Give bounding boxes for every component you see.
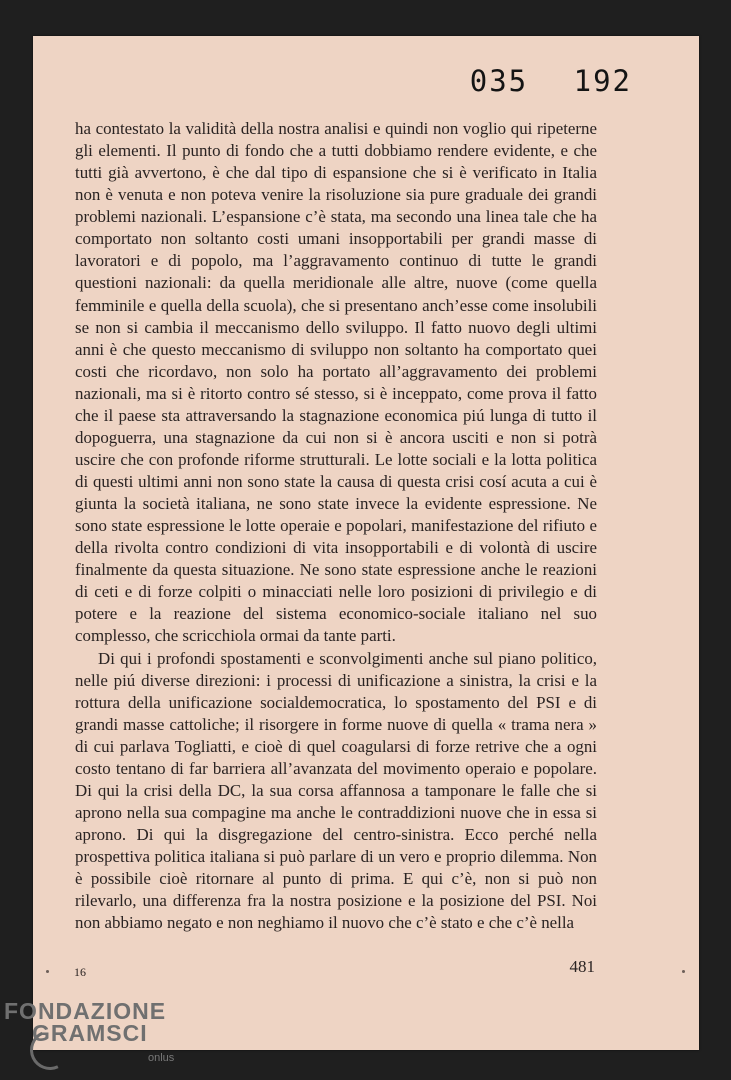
watermark-logo-line2: GRAMSCI — [32, 1020, 148, 1046]
archive-code-1: 035 — [469, 64, 529, 98]
paragraph: ha contestato la validità della nostra analisi e quindi non voglio qui ripeterne gli elementi. Il punto di fondo che a tutti dobbiamo rendere evidente, e che tutti già avvertono, è che dal tipo di espansione che si è verificato in Italia non è venuta e non poteva venire la risoluzione sia pure graduale dei grandi problemi nazionali. L’espansione c’è stata, ma secondo una linea tale che ha comportato non soltanto costi umani insopportabili per grandi masse di lavoratori e di popolo, ma l’aggravamento continuo di tutte le grandi questioni nazionali: da quella meridionale alle altre, nuove (come quella femminile e quella della scuola), che si presentano anch’esse come insolubili se non si cambia il meccanismo dello sviluppo. Il fatto nuovo degli ultimi anni è che questo meccanismo di sviluppo non soltanto ha comportato quei costi che ricordavo, non solo ha portato all’aggravamento dei problemi nazionali, ma si è ritorto contro sé stesso, si è inceppato, come prova il fatto che il paese sta attraversando la stagnazione economica piú lunga di tutto il dopoguerra, una stagnazione da cui non si è ancora usciti e non si potrà uscire che con profonde riforme strutturali. Le lotte sociali e la lotta politica di questi ultimi anni non sono state la causa di questa crisi cosí acuta a cui è giunta la società italiana, ne sono state invece la evidente espressione. Ne sono state espressione le lotte operaie e popolari, manifestazione del rifiuto e della rivolta contro condizioni di vita insopportabili e di volontà di uscire finalmente da questa situazione. Ne sono state espressione anche le reazioni di ceti e di forze colpiti o minacciati nelle loro posizioni di privilegio e di potere e la reazione del sistema economico-sociale italiano nel suo complesso, che scricchiola ormai da tante parti. — [75, 119, 597, 646]
paragraph: Di qui i profondi spostamenti e sconvolgimenti anche sul piano politico, nelle piú diverse direzioni: i processi di unificazione a sinistra, la crisi e la rottura della unificazione socialdemocratica, lo spostamento del PSI e di grandi masse cattoliche; il risorgere in forme nuove di quella « trama nera » di cui parlava Togliatti, e cioè di quel coagularsi di forze retrive che a ogni costo tentano di far barriera all’avanzata del movimento operaio e popolare. Di qui la crisi della DC, la sua corsa affannosa a tamponare le falle che si aprono nella sua compagine ma anche le contraddizioni nuove che in essa si aprono. Di qui la disgregazione del centro-sinistra. Ecco perché nella prospettiva politica italiana si può parlare di un vero e proprio dilemma. Non è possibile cioè ritornare al punto di prima. E qui c’è, non si può non rilevarlo, una differenza fra la nostra posizione e la posizione del PSI. Noi non abbiamo negato e non neghiamo il nuovo che c’è stato e che c’è nella — [75, 648, 597, 933]
watermark-logo-line1: FONDAZIONE — [4, 998, 167, 1024]
body-text — [75, 118, 597, 934]
watermark-logo-suffix: onlus — [148, 1052, 175, 1064]
archive-stamp — [444, 64, 632, 98]
decorative-dot — [46, 970, 49, 973]
page-number: 481 — [569, 957, 595, 976]
decorative-dot — [682, 970, 685, 973]
archive-code-2: 192 — [573, 64, 632, 98]
signature-mark: 16 — [74, 965, 86, 979]
